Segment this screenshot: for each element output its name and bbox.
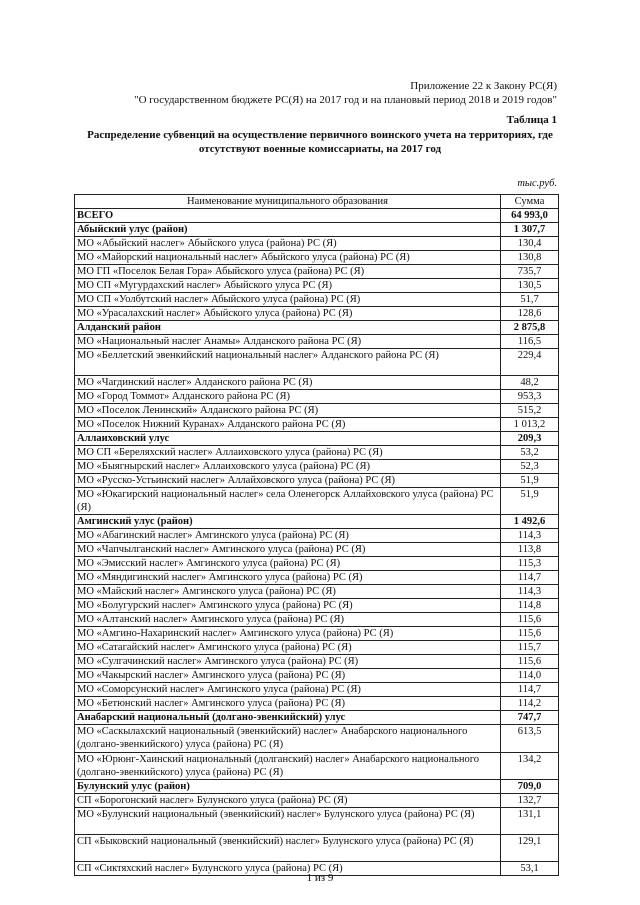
table-row — [75, 697, 559, 711]
municipality-name: МО «Булунский национальный (эвенкийский) наслег» Булунского улуса (района) РС (Я) — [75, 807, 501, 834]
municipality-name: Алданский район — [75, 321, 501, 335]
table-row — [75, 557, 559, 571]
amount: 115,7 — [501, 641, 559, 655]
amount: 229,4 — [501, 349, 559, 376]
amount: 51,9 — [501, 488, 559, 515]
amount: 48,2 — [501, 376, 559, 390]
table-row — [75, 585, 559, 599]
amount: 114,7 — [501, 683, 559, 697]
amount: 129,1 — [501, 834, 559, 861]
municipality-name: МО «Поселок Нижний Куранах» Алданского района РС (Я) — [75, 418, 501, 432]
municipality-name: МО «Русско-Устьинский наслег» Аллайховского улуса (района) РС (Я) — [75, 474, 501, 488]
table-row — [75, 807, 559, 834]
table-group-row — [75, 779, 559, 793]
municipality-name: МО «Быягнырский наслег» Аллаиховского улуса (района) РС (Я) — [75, 460, 501, 474]
municipality-name: МО «Амгино-Нахаринский наслег» Амгинского улуса (района) РС (Я) — [75, 627, 501, 641]
municipality-name: МО «Абагинский наслег» Амгинского улуса (района) РС (Я) — [75, 529, 501, 543]
law-title: "О государственном бюджете РС(Я) на 2017 год и на плановый период 2018 и 2019 годов" — [134, 94, 557, 106]
amount: 115,6 — [501, 613, 559, 627]
municipality-name: МО «Сатагайский наслег» Амгинского улуса (района) РС (Я) — [75, 641, 501, 655]
appendix-reference: Приложение 22 к Закону РС(Я) — [410, 80, 557, 92]
municipality-name: МО «Чагдинский наслег» Алданского района РС (Я) — [75, 376, 501, 390]
municipality-name: МО «Город Томмот» Алданского района РС (Я) — [75, 390, 501, 404]
municipality-name: МО «Чапчылганский наслег» Амгинского улуса (района) РС (Я) — [75, 543, 501, 557]
amount: 1 492,6 — [501, 515, 559, 529]
table-header-row — [75, 195, 559, 209]
municipality-name: Абыйский улус (район) — [75, 223, 501, 237]
amount: 53,2 — [501, 446, 559, 460]
amount: 114,7 — [501, 571, 559, 585]
table-group-row — [75, 223, 559, 237]
municipality-name: МО «Болугурский наслег» Амгинского улуса (района) РС (Я) — [75, 599, 501, 613]
amount: 115,6 — [501, 655, 559, 669]
table-row — [75, 418, 559, 432]
municipality-name: МО ГП «Поселок Белая Гора» Абыйского улуса (района) РС (Я) — [75, 265, 501, 279]
table-row — [75, 307, 559, 321]
amount: 53,1 — [501, 862, 559, 876]
municipality-name: МО «Урасалахский наслег» Абыйского улуса (района) РС (Я) — [75, 307, 501, 321]
amount: 113,8 — [501, 543, 559, 557]
table-row — [75, 627, 559, 641]
municipality-name: МО «Эмисский наслег» Амгинского улуса (района) РС (Я) — [75, 557, 501, 571]
amount: 51,7 — [501, 293, 559, 307]
municipality-name: Амгинский улус (район) — [75, 515, 501, 529]
amount: 115,3 — [501, 557, 559, 571]
municipality-name: МО «Саскылахский национальный (эвенкийский) наслег» Анабарского национального (долгано-эвенкийского) улуса (района) РС (Я) — [75, 725, 501, 752]
table-row — [75, 251, 559, 265]
amount: 114,3 — [501, 585, 559, 599]
amount: 1 307,7 — [501, 223, 559, 237]
amount: 128,6 — [501, 307, 559, 321]
table-row — [75, 349, 559, 376]
municipality-name: МО «Мяндигинский наслег» Амгинского улуса (района) РС (Я) — [75, 571, 501, 585]
amount: 735,7 — [501, 265, 559, 279]
table-row — [75, 265, 559, 279]
amount: 114,0 — [501, 669, 559, 683]
table-number: Таблица 1 — [506, 114, 557, 126]
municipality-name: МО «Майский наслег» Амгинского улуса (района) РС (Я) — [75, 585, 501, 599]
municipality-name: МО «Алтанский наслег» Амгинского улуса (района) РС (Я) — [75, 613, 501, 627]
municipality-name: СП «Борогонский наслег» Булунского улуса (района) РС (Я) — [75, 793, 501, 807]
table-row — [75, 543, 559, 557]
amount: 134,2 — [501, 752, 559, 779]
amount: 130,5 — [501, 279, 559, 293]
table-group-row — [75, 515, 559, 529]
table-row — [75, 293, 559, 307]
table-row — [75, 237, 559, 251]
municipality-name: МО «Юрюнг-Хаинский национальный (долганский) наслег» Анабарского национального (долгано-эвенкийского) улуса (района) РС (Я) — [75, 752, 501, 779]
table-group-row — [75, 711, 559, 725]
municipality-name: МО «Национальный наслег Анамы» Алданского района РС (Я) — [75, 335, 501, 349]
municipality-name: Анабарский национальный (долгано-эвенкийский) улус — [75, 711, 501, 725]
municipality-name: МО «Поселок Ленинский» Алданского района РС (Я) — [75, 404, 501, 418]
amount: 132,7 — [501, 793, 559, 807]
municipality-name: ВСЕГО — [75, 209, 501, 223]
amount: 209,3 — [501, 432, 559, 446]
amount: 114,8 — [501, 599, 559, 613]
column-header-sum: Сумма — [501, 195, 559, 209]
amount: 115,6 — [501, 627, 559, 641]
amount: 2 875,8 — [501, 321, 559, 335]
amount: 130,8 — [501, 251, 559, 265]
municipality-name: СП «Сиктяхский наслег» Булунского улуса (района) РС (Я) — [75, 862, 501, 876]
municipality-name: МО «Беллетский эвенкийский национальный наслег» Алданского района РС (Я) — [75, 349, 501, 376]
municipality-name: МО «Чакырский наслег» Амгинского улуса (района) РС (Я) — [75, 669, 501, 683]
table-row — [75, 655, 559, 669]
amount: 116,5 — [501, 335, 559, 349]
amount: 953,3 — [501, 390, 559, 404]
table-row — [75, 460, 559, 474]
amount: 51,9 — [501, 474, 559, 488]
amount: 114,2 — [501, 697, 559, 711]
table-row — [75, 834, 559, 861]
table-row — [75, 390, 559, 404]
municipality-name: Аллаиховский улус — [75, 432, 501, 446]
amount: 709,0 — [501, 779, 559, 793]
table-group-row — [75, 209, 559, 223]
subsidy-table — [74, 194, 559, 876]
municipality-name: МО СП «Уолбутский наслег» Абыйского улуса (района) РС (Я) — [75, 293, 501, 307]
municipality-name: МО СП «Мугурдахский наслег» Абыйского улуса РС (Я) — [75, 279, 501, 293]
table-row — [75, 488, 559, 515]
municipality-name: МО СП «Береляхский наслег» Аллаиховского улуса (района) РС (Я) — [75, 446, 501, 460]
table-row — [75, 669, 559, 683]
municipality-name: СП «Быковский национальный (эвенкийский) наслег» Булунского улуса (района) РС (Я) — [75, 834, 501, 861]
amount: 114,3 — [501, 529, 559, 543]
municipality-name: МО «Бетюнский наслег» Амгинского улуса (района) РС (Я) — [75, 697, 501, 711]
unit-label: тыс.руб. — [517, 178, 557, 189]
document-title: Распределение субвенций на осуществление первичного воинского учета на территориях, где отсутствуют военные комиссариаты, на 2017 год — [87, 129, 553, 155]
amount: 64 993,0 — [501, 209, 559, 223]
municipality-name: МО «Юкагирский национальный наслег» села Оленегорск Аллайховского улуса (района) РС (Я) — [75, 488, 501, 515]
column-header-name: Наименование муниципального образования — [75, 195, 501, 209]
table-row — [75, 571, 559, 585]
table-row — [75, 446, 559, 460]
municipality-name: МО «Сулгачинский наслег» Амгинского улуса (района) РС (Я) — [75, 655, 501, 669]
amount: 747,7 — [501, 711, 559, 725]
table-row — [75, 725, 559, 752]
table-row — [75, 683, 559, 697]
table-row — [75, 641, 559, 655]
municipality-name: МО «Соморсунский наслег» Амгинского улуса (района) РС (Я) — [75, 683, 501, 697]
amount: 613,5 — [501, 725, 559, 752]
table-row — [75, 474, 559, 488]
page-number: 1 из 9 — [306, 872, 334, 884]
amount: 1 013,2 — [501, 418, 559, 432]
table-row — [75, 376, 559, 390]
table-row — [75, 279, 559, 293]
amount: 131,1 — [501, 807, 559, 834]
table-row — [75, 793, 559, 807]
table-row — [75, 752, 559, 779]
municipality-name: МО «Майорский национальный наслег» Абыйского улуса (района) РС (Я) — [75, 251, 501, 265]
amount: 130,4 — [501, 237, 559, 251]
table-group-row — [75, 321, 559, 335]
amount: 515,2 — [501, 404, 559, 418]
amount: 52,3 — [501, 460, 559, 474]
table-row — [75, 335, 559, 349]
table-row — [75, 599, 559, 613]
municipality-name: МО «Абыйский наслег» Абыйского улуса (района) РС (Я) — [75, 237, 501, 251]
municipality-name: Булунский улус (район) — [75, 779, 501, 793]
table-row — [75, 529, 559, 543]
table-row — [75, 404, 559, 418]
table-group-row — [75, 432, 559, 446]
table-row — [75, 613, 559, 627]
